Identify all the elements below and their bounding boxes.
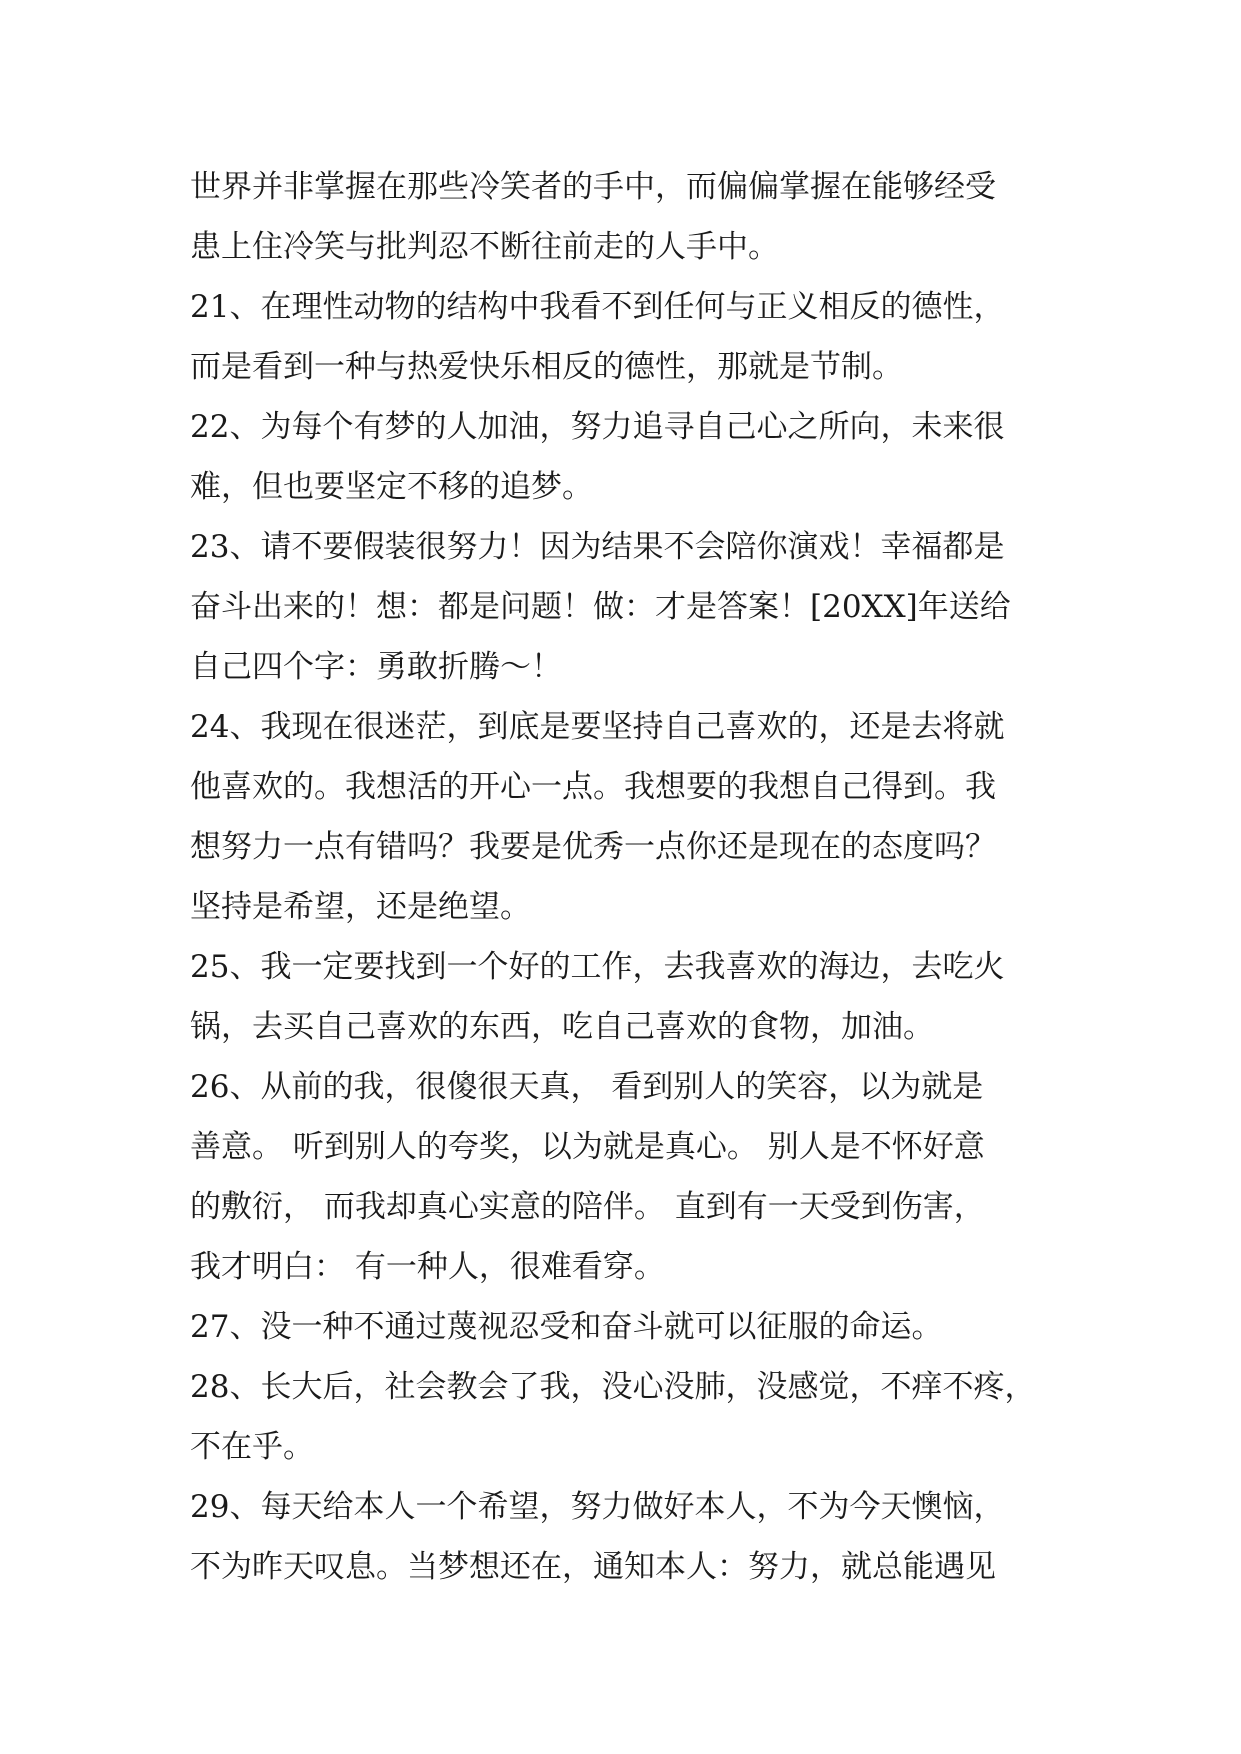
text-line: 想努力一点有错吗？我要是优秀一点你还是现在的态度吗？ (190, 829, 996, 865)
text-line: 25、我一定要找到一个好的工作，去我喜欢的海边，去吃火 (190, 949, 1005, 985)
text-line: 世界并非掌握在那些冷笑者的手中，而偏偏掌握在能够经受 (190, 169, 996, 205)
text-line: 22、为每个有梦的人加油，努力追寻自己心之所向，未来很 (190, 409, 1005, 445)
text-line: 奋斗出来的！想：都是问题！做：才是答案！[20XX]年送给 (190, 589, 1011, 625)
text-line: 我才明白： 有一种人，很难看穿。 (190, 1249, 665, 1285)
text-line: 不在乎。 (190, 1429, 314, 1465)
document-body (190, 157, 1050, 1597)
text-line: 而是看到一种与热爱快乐相反的德性，那就是节制。 (190, 349, 903, 385)
text-line: 善意。 听到别人的夸奖，以为就是真心。 别人是不怀好意 (190, 1129, 985, 1165)
text-line: 锅，去买自己喜欢的东西，吃自己喜欢的食物，加油。 (190, 1009, 934, 1045)
text-line: 自己四个字：勇敢折腾～！ (190, 649, 562, 685)
text-line: 难，但也要坚定不移的追梦。 (190, 469, 593, 505)
text-line: 他喜欢的。我想活的开心一点。我想要的我想自己得到。我 (190, 769, 996, 805)
text-line: 26、从前的我，很傻很天真， 看到别人的笑容，以为就是 (190, 1069, 984, 1105)
text-line: 29、每天给本人一个希望，努力做好本人，不为今天懊恼， (190, 1489, 1005, 1525)
text-line: 28、长大后，社会教会了我，没心没肺，没感觉，不痒不疼， (190, 1369, 1036, 1405)
text-line: 23、请不要假装很努力！因为结果不会陪你演戏！幸福都是 (190, 529, 1005, 565)
text-line: 21、在理性动物的结构中我看不到任何与正义相反的德性， (190, 289, 1005, 325)
text-line: 不为昨天叹息。当梦想还在，通知本人：努力，就总能遇见 (190, 1549, 996, 1585)
text-line: 27、没一种不通过蔑视忍受和奋斗就可以征服的命运。 (190, 1309, 943, 1345)
text-line: 的敷衍， 而我却真心实意的陪伴。 直到有一天受到伤害， (190, 1189, 985, 1225)
text-line: 坚持是希望，还是绝望。 (190, 889, 531, 925)
text-line: 患上住冷笑与批判忍不断往前走的人手中。 (190, 229, 779, 265)
text-line: 24、我现在很迷茫，到底是要坚持自己喜欢的，还是去将就 (190, 709, 1005, 745)
